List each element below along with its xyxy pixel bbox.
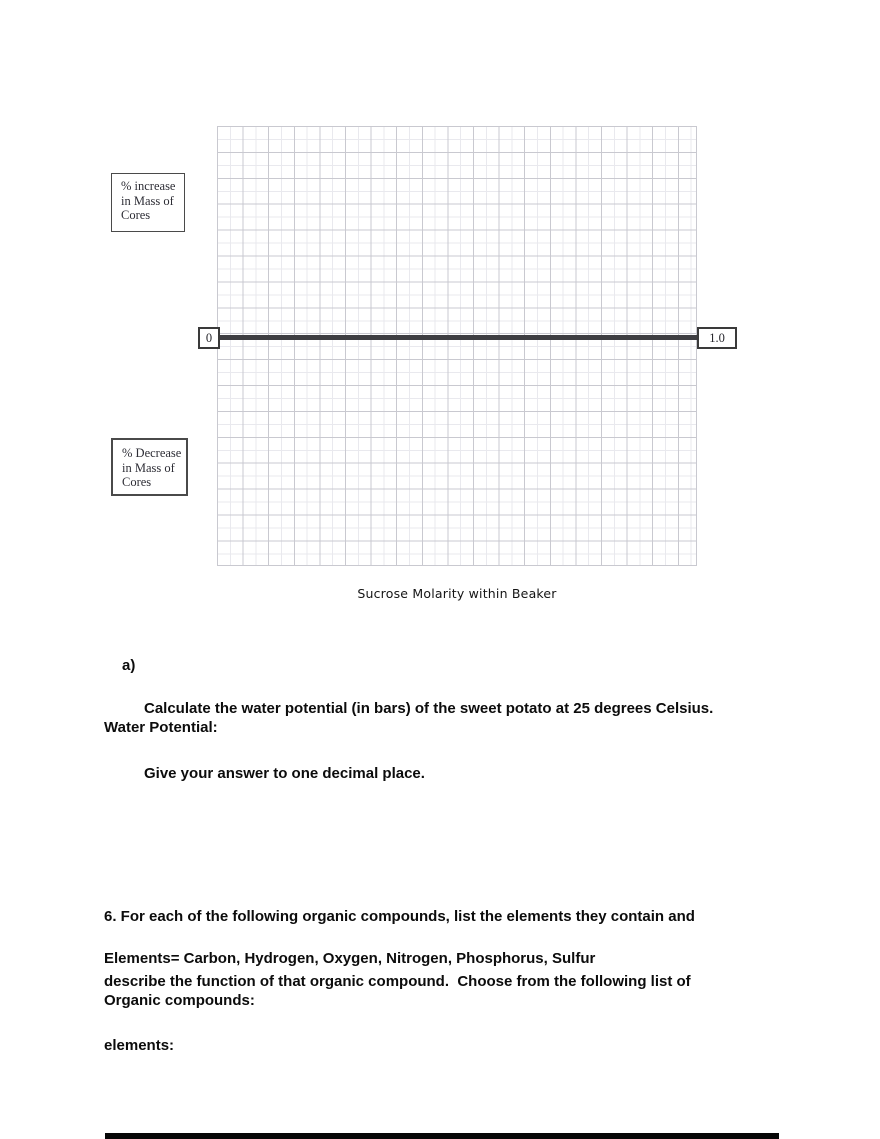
x-axis-line — [219, 335, 697, 340]
question-6-line: elements: — [104, 1037, 175, 1054]
question-6-line: 6. For each of the following organic compounds, list the elements they contain and — [104, 908, 695, 925]
cut-off-table-edge — [105, 1133, 779, 1139]
question-a-marker: a) — [122, 657, 136, 674]
x-axis-max-tick-box — [697, 327, 737, 349]
graph-grid — [217, 126, 697, 566]
x-axis-origin-tick-label: 0 — [205, 330, 213, 345]
water-potential-label: Water Potential: — [104, 719, 218, 736]
x-axis-caption: Sucrose Molarity within Beaker — [357, 586, 557, 601]
question-a-text — [144, 655, 713, 827]
y-axis-increase-label-box — [111, 173, 185, 232]
question-6-line: describe the function of that organic compound. Choose from the following list of — [104, 972, 691, 990]
y-axis-increase-label-line: % increase — [121, 179, 176, 193]
y-axis-decrease-label-line: % Decrease — [122, 446, 182, 460]
organic-compounds-label: Organic compounds: — [104, 992, 255, 1009]
question-a-line: Calculate the water potential (in bars) of the sweet potato at 25 degrees Celsius. — [144, 700, 714, 717]
x-axis-max-tick-label: 1.0 — [709, 330, 725, 345]
y-axis-decrease-label-line: Cores — [122, 475, 152, 489]
x-axis-origin-tick-box — [198, 327, 220, 349]
y-axis-increase-label-line: in Mass of — [121, 193, 174, 208]
y-axis-increase-label-line: Cores — [121, 208, 151, 222]
y-axis-decrease-label-line: in Mass of — [122, 460, 175, 475]
y-axis-decrease-label-box — [111, 438, 188, 496]
elements-list-label: Elements= Carbon, Hydrogen, Oxygen, Nitrogen, Phosphorus, Sulfur — [104, 950, 596, 967]
question-6-text — [104, 863, 695, 1100]
question-a-line: Give your answer to one decimal place. — [144, 764, 425, 782]
